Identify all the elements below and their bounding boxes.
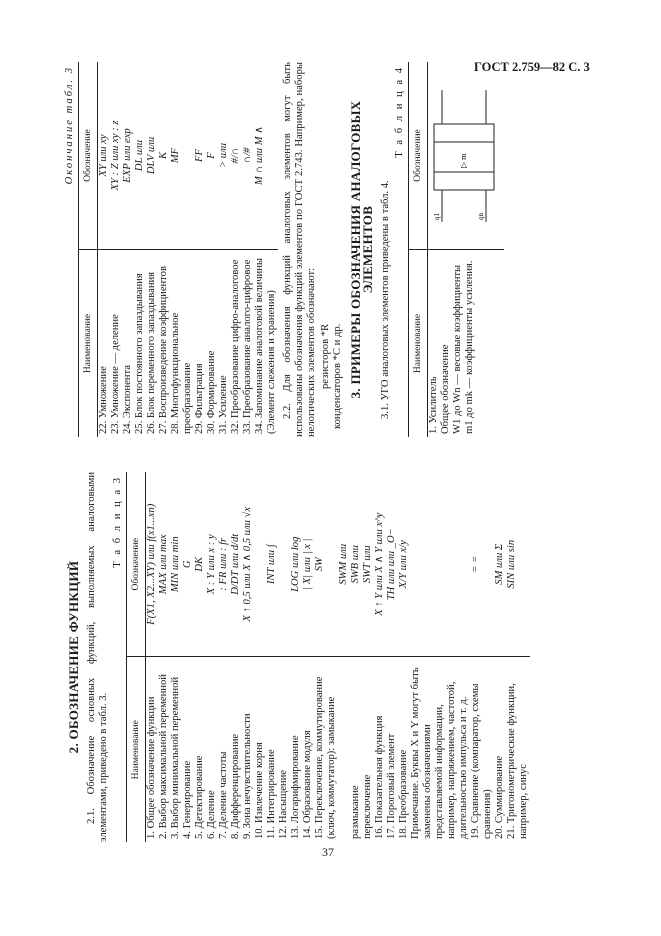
row-name: 21. Тригонометрические функции, например, синус	[506, 657, 530, 842]
row-symbol: TH или или _O−	[386, 528, 397, 601]
table-4-row: Общее обозначение	[440, 344, 451, 434]
row-name: 10. Извлечение корня	[254, 657, 266, 842]
table-row	[170, 62, 194, 437]
row-name: 22. Умножение	[98, 250, 111, 438]
row-name: 12. Насыщение	[278, 657, 290, 842]
row-symbol: MF	[170, 147, 181, 164]
table-row	[134, 62, 146, 437]
table-row	[218, 62, 230, 437]
row-name: 14. Образование модуля	[302, 657, 314, 842]
row-name: 16. Показательная функция	[374, 657, 386, 842]
section-title-3: 3. ПРИМЕРЫ ОБОЗНАЧЕНИЯ АНАЛОГОВЫХ ЭЛЕМЕНТОВ	[348, 100, 375, 399]
row-symbol: SW	[314, 557, 325, 572]
table-3-continued	[78, 62, 278, 437]
row-name: 13. Логарифмирование	[290, 657, 302, 842]
table-4-row: W1 до Wn — весовые коэффициенты	[452, 264, 463, 434]
table-row	[362, 472, 374, 842]
row-symbol: | X| или | x |	[302, 538, 313, 590]
row-symbol: DK	[194, 556, 205, 572]
table-row	[398, 472, 410, 842]
table-row	[230, 62, 242, 437]
row-symbol: LOG или log	[290, 536, 301, 592]
row-symbol: FF	[194, 149, 205, 162]
row-symbol: DLV или	[146, 136, 157, 175]
table-row	[218, 472, 230, 842]
table-row	[146, 62, 158, 437]
row-symbol: MIN или min	[170, 536, 181, 593]
row-symbol: XY или xy	[98, 134, 109, 177]
table-3-cont-label: Окончание табл. 3	[64, 66, 75, 185]
row-symbol	[254, 472, 266, 657]
row-name: Примечание. Буквы X и Y могут быть заменены обозначениями представляемой информации, например, напряжением, частотой, длительностью импульса и т. д.	[410, 657, 470, 842]
table-row	[350, 472, 362, 842]
row-name	[338, 657, 350, 842]
row-name: 25. Блок постоянного запаздывания	[134, 250, 146, 438]
table-row	[338, 472, 350, 842]
row-symbol: XY : Z или xy : z	[110, 120, 121, 191]
table-row	[170, 472, 182, 842]
row-name: 31. Усиление	[218, 250, 230, 438]
row-name: 27. Воспроизведение коэффициентов	[158, 250, 170, 438]
table-row	[470, 472, 494, 842]
row-name: 17. Пороговый элемент	[386, 657, 398, 842]
row-symbol: SWB или	[350, 545, 361, 584]
row-name: размыкание	[350, 657, 362, 842]
table-4-row: 1. Усилитель	[428, 376, 439, 434]
row-symbol: > или	[218, 143, 229, 169]
col-header-name: Наименование	[79, 250, 98, 438]
table-row	[278, 472, 290, 842]
row-name: 29. Фильтрация	[194, 250, 206, 438]
row-name: 1. Общее обозначение функции	[146, 657, 159, 842]
row-symbol: #/∩	[230, 147, 241, 164]
table-row	[266, 472, 278, 842]
row-symbol: : FR или : fr	[218, 537, 229, 591]
row-name: 28. Многофункциональное преобразование	[170, 250, 194, 438]
row-name: 4. Генерирование	[182, 657, 194, 842]
table-3	[126, 472, 530, 842]
section-title-2: 2. ОБОЗНАЧЕНИЕ ФУНКЦИЙ	[66, 560, 81, 754]
table-row	[374, 472, 386, 842]
row-symbol: D/DT или d/dt	[230, 533, 241, 595]
row-name: 2. Выбор максимальной переменной	[158, 657, 170, 842]
row-symbol: SWT или	[362, 545, 373, 584]
table-4-names	[428, 250, 505, 438]
row-name: 33. Преобразование аналого-цифровое	[242, 250, 254, 438]
table-row	[242, 62, 254, 437]
row-symbol: M ∩ или M ∧	[254, 126, 265, 185]
left-column	[62, 472, 530, 842]
table-row	[194, 472, 206, 842]
page-number: 37	[322, 845, 334, 859]
row-name: 24. Экспонента	[122, 250, 134, 438]
table-row	[194, 62, 206, 437]
col-header-symbol: Обозначение	[79, 62, 98, 250]
row-symbol: SWM или	[338, 543, 349, 585]
row-symbol: ∩/#	[242, 147, 253, 164]
row-name: 26. Блок переменного запаздывания	[146, 250, 158, 438]
row-name: 11. Интегрирование	[266, 657, 278, 842]
row-symbol: DL или	[134, 139, 145, 172]
row-name: 20. Суммирование	[494, 657, 506, 842]
row-name: 32. Преобразование цифро-аналоговое	[230, 250, 242, 438]
col-header-symbol: Обозначение	[127, 472, 146, 657]
row-symbol: MAX или max	[158, 534, 169, 595]
page-header: ГОСТ 2.759—82 С. 3	[474, 60, 590, 74]
amplifier-icon	[428, 81, 500, 231]
table-row	[290, 472, 302, 842]
table-row	[122, 62, 134, 437]
table-4	[408, 62, 504, 437]
row-name: 5. Детектирование	[194, 657, 206, 842]
table-row	[158, 62, 170, 437]
row-name: 7. Деление частоты	[218, 657, 230, 842]
row-name: 3. Выбор минимальной переменной	[170, 657, 182, 842]
table-row	[158, 472, 170, 842]
row-symbol: F	[206, 152, 217, 159]
table-row	[254, 472, 266, 842]
row-symbol: INT или ∫	[266, 544, 277, 585]
row-symbol	[410, 472, 470, 657]
row-symbol: X ↑ Y или X ∧ Y или x^y	[374, 512, 385, 616]
right-column	[62, 62, 504, 437]
table-row	[254, 62, 278, 437]
row-symbol: X/Y или x/y	[398, 540, 409, 589]
col-header-symbol: Обозначение	[409, 62, 428, 250]
table-row	[98, 62, 111, 437]
row-name: 34. Запоминание аналоговой величины (Элемент слежения и хранения)	[254, 250, 278, 438]
paragraph-2-2: 2.2. Для обозначения функций аналоговых элементов могут быть использованы обозначения функций элементов по ГОСТ 2.743. Например, наборы нелогических элементов обозначают:	[282, 62, 317, 437]
row-symbol: SIN или sin	[506, 539, 517, 589]
row-name: 19. Сравнение (компаратор, схемы сравнения)	[470, 657, 494, 842]
table-row	[230, 472, 242, 842]
row-symbol: X ↑ 0,5 или X ∧ 0,5 или √x	[242, 506, 253, 622]
row-name: 9. Зона нечувствительности	[242, 657, 254, 842]
table-4-label: Т а б л и ц а 4	[394, 66, 405, 158]
paragraph-2-1: 2.1. Обозначение основных функций, выполняемых аналоговыми элементами, приведено в табл. 3.	[86, 472, 109, 842]
row-symbol	[278, 472, 290, 657]
row-name: 30. Формирование	[206, 250, 218, 438]
svg-text:▷ m: ▷ m	[459, 154, 468, 169]
table-row	[410, 472, 470, 842]
svg-text:q1: q1	[433, 213, 441, 221]
paragraph-2-2-resistors: резисторов *R	[320, 323, 331, 389]
rotated-page-content	[62, 62, 622, 842]
table-row	[182, 472, 194, 842]
amplifier-symbol	[428, 62, 505, 250]
table-row	[206, 62, 218, 437]
row-symbol: F(X1, X2...XY) или f(x1...xn)	[146, 503, 157, 625]
table-row	[302, 472, 314, 842]
table-row	[110, 62, 122, 437]
col-header-name: Наименование	[127, 657, 146, 842]
row-symbol: EXP или exp	[122, 128, 133, 183]
table-row	[314, 472, 338, 842]
row-symbol: X : Y или x : y	[206, 534, 217, 595]
paragraph-3-1: 3.1. УГО аналоговых элементов приведены в табл. 4.	[380, 180, 391, 419]
row-name: переключение	[362, 657, 374, 842]
row-name: 8. Дифференцирование	[230, 657, 242, 842]
row-name: 15. Переключение, коммутирование (ключ, коммутатор): замыкание	[314, 657, 338, 842]
table-row	[146, 472, 159, 842]
table-row	[386, 472, 398, 842]
table-4-row: m1 до mk — коэффициенты усиления.	[464, 260, 475, 434]
table-row	[242, 472, 254, 842]
paragraph-2-2-capacitors: конденсаторов *C и др.	[332, 323, 343, 429]
row-name: 18. Преобразование	[398, 657, 410, 842]
svg-text:qn: qn	[477, 213, 485, 221]
table-row	[206, 472, 218, 842]
table-row	[506, 472, 530, 842]
table-3-label: Т а б л и ц а 3	[112, 476, 123, 568]
row-name: 23. Умножение — деление	[110, 250, 122, 438]
row-name: 6. Деление	[206, 657, 218, 842]
row-symbol: G	[182, 560, 193, 569]
row-symbol: = =	[470, 555, 481, 573]
row-symbol: K	[158, 151, 169, 160]
row-symbol: SM или Σ	[494, 543, 505, 585]
table-row	[494, 472, 506, 842]
col-header-name: Наименование	[409, 250, 428, 438]
